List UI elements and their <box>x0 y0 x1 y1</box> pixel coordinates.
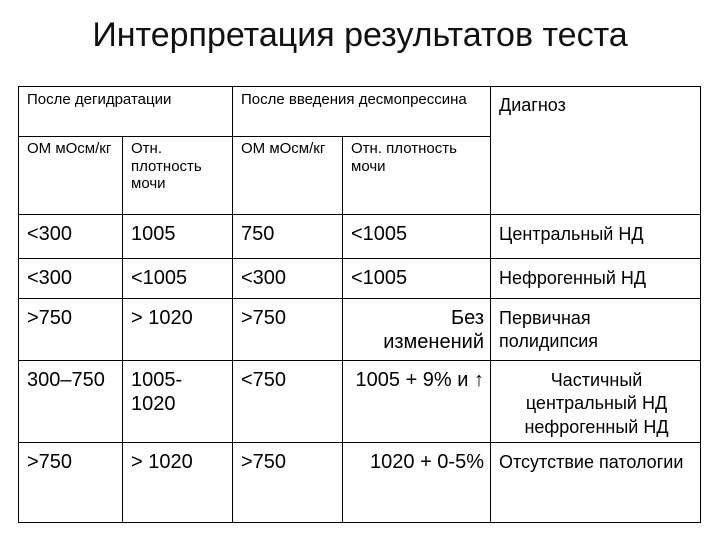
cell-om-dehydration: <300 <box>19 215 123 259</box>
cell-om-dehydration: 300–750 <box>19 361 123 443</box>
cell-diagnosis: Первичная полидипсия <box>491 299 701 361</box>
cell-om-dehydration: >750 <box>19 443 123 523</box>
cell-sg-dehydration: 1005 <box>123 215 233 259</box>
cell-om-desmopressin: >750 <box>233 443 343 523</box>
table-row <box>19 215 701 259</box>
cell-sg-dehydration: > 1020 <box>123 443 233 523</box>
page-title: Интерпретация результатов теста <box>92 16 628 54</box>
cell-sg-desmopressin: <1005 <box>343 259 491 299</box>
subheader-sg-dehydration: Отн. плотность мочи <box>123 137 233 215</box>
table-row <box>19 259 701 299</box>
subheader-sg-desmopressin: Отн. плотность мочи <box>343 137 491 215</box>
table-header-row <box>19 87 701 137</box>
cell-sg-desmopressin: <1005 <box>343 215 491 259</box>
cell-diagnosis: Частичный центральный НД нефрогенный НД <box>491 361 701 443</box>
cell-om-desmopressin: 750 <box>233 215 343 259</box>
cell-diagnosis: Нефрогенный НД <box>491 259 701 299</box>
cell-sg-desmopressin: Без изменений <box>343 299 491 361</box>
table-row <box>19 299 701 361</box>
cell-sg-dehydration: 1005-1020 <box>123 361 233 443</box>
cell-om-desmopressin: <300 <box>233 259 343 299</box>
cell-om-desmopressin: >750 <box>233 299 343 361</box>
header-diagnosis: Диагноз <box>491 87 701 215</box>
cell-om-desmopressin: <750 <box>233 361 343 443</box>
cell-sg-desmopressin: 1020 + 0-5% <box>343 443 491 523</box>
cell-sg-dehydration: <1005 <box>123 259 233 299</box>
header-dehydration: После дегидратации <box>19 87 233 137</box>
subheader-om-dehydration: ОМ мОсм/кг <box>19 137 123 215</box>
table-row <box>19 443 701 523</box>
cell-om-dehydration: >750 <box>19 299 123 361</box>
header-desmopressin: После введения десмопрессина <box>233 87 491 137</box>
table-row <box>19 361 701 443</box>
cell-om-dehydration: <300 <box>19 259 123 299</box>
cell-sg-desmopressin: 1005 + 9% и ↑ <box>343 361 491 443</box>
results-table <box>18 86 701 523</box>
cell-diagnosis: Отсутствие патологии <box>491 443 701 523</box>
cell-sg-dehydration: > 1020 <box>123 299 233 361</box>
cell-diagnosis: Центральный НД <box>491 215 701 259</box>
subheader-om-desmopressin: ОМ мОсм/кг <box>233 137 343 215</box>
